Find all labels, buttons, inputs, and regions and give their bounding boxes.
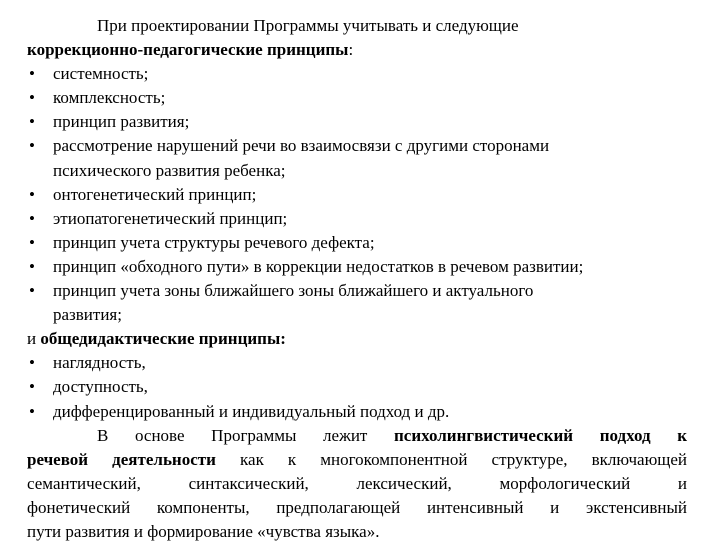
list-item-text bbox=[53, 134, 687, 182]
list-item bbox=[27, 375, 687, 399]
list-item bbox=[27, 400, 687, 424]
basis-text: как к многокомпонентной структуре, включающей bbox=[215, 449, 687, 469]
list-item bbox=[27, 231, 687, 255]
bullet-icon: • bbox=[29, 184, 35, 204]
basis-line bbox=[27, 448, 687, 472]
list-item-text: принцип «обходного пути» в коррекции недостатков в речевом развитии; bbox=[53, 256, 584, 276]
bullet-icon: • bbox=[29, 353, 35, 373]
bullet-icon: • bbox=[29, 208, 35, 228]
bullet-icon: • bbox=[29, 112, 35, 132]
bullet-icon: • bbox=[29, 377, 35, 397]
bullet-icon: • bbox=[29, 256, 35, 276]
basis-line bbox=[27, 424, 687, 448]
bullet-icon: • bbox=[29, 88, 35, 108]
list-item-text: этиопатогенетический принцип; bbox=[53, 208, 288, 228]
list-item-text: доступность, bbox=[53, 377, 148, 397]
list-item-text: принцип учета структуры речевого дефекта; bbox=[53, 232, 375, 252]
list-item-line: рассмотрение нарушений речи во взаимосвязи с другими сторонами bbox=[53, 136, 550, 156]
list-item-text: принцип развития; bbox=[53, 112, 190, 132]
list-item bbox=[27, 207, 687, 231]
list-item bbox=[27, 62, 687, 86]
general-principles-heading: общедидактические принципы: bbox=[40, 329, 286, 349]
bullet-icon: • bbox=[29, 232, 35, 252]
intro-heading-line bbox=[27, 38, 687, 62]
list-item bbox=[27, 255, 687, 279]
list-item-line: принцип учета зоны ближайшего зоны ближайшего и актуального bbox=[53, 281, 534, 301]
basis-line: пути развития и формирование «чувства языка». bbox=[27, 521, 380, 541]
list-item bbox=[27, 86, 687, 110]
basis-line: семантический, синтаксический, лексический, морфологический и bbox=[27, 473, 687, 493]
list-item-text: дифференцированный и индивидуальный подход и др. bbox=[53, 401, 450, 421]
correction-principles-heading: коррекционно-педагогические принципы bbox=[27, 40, 349, 60]
general-principles-heading-line bbox=[27, 327, 687, 351]
list-item-text: комплексность; bbox=[53, 88, 166, 108]
heading-colon: : bbox=[348, 40, 354, 60]
intro-text: При проектировании Программы учитывать и следующие bbox=[97, 16, 519, 35]
list-item-text bbox=[53, 279, 687, 327]
list-item bbox=[27, 134, 687, 182]
list-item-line: психического развития ребенка; bbox=[53, 160, 286, 180]
basis-text: В основе Программы лежит bbox=[97, 425, 394, 445]
general-prefix: и bbox=[27, 329, 41, 349]
basis-paragraph bbox=[27, 424, 687, 544]
list-item-text: онтогенетический принцип; bbox=[53, 184, 257, 204]
list-item bbox=[27, 351, 687, 375]
basis-bold-text: психолингвистический подход к bbox=[394, 425, 687, 445]
bullet-icon: • bbox=[29, 401, 35, 421]
basis-line: фонетический компоненты, предполагающей интенсивный и экстенсивный bbox=[27, 497, 687, 517]
bullet-icon: • bbox=[29, 281, 35, 301]
document-page bbox=[27, 14, 687, 544]
basis-bold-text: речевой деятельности bbox=[27, 449, 216, 469]
list-item bbox=[27, 279, 687, 327]
list-item-text: системность; bbox=[53, 64, 149, 84]
bullet-icon: • bbox=[29, 136, 35, 156]
list-item bbox=[27, 110, 687, 134]
list-item-line: развития; bbox=[53, 305, 122, 325]
bullet-icon: • bbox=[29, 64, 35, 84]
intro-line bbox=[27, 14, 687, 38]
list-item bbox=[27, 183, 687, 207]
list-item-text: наглядность, bbox=[53, 353, 146, 373]
